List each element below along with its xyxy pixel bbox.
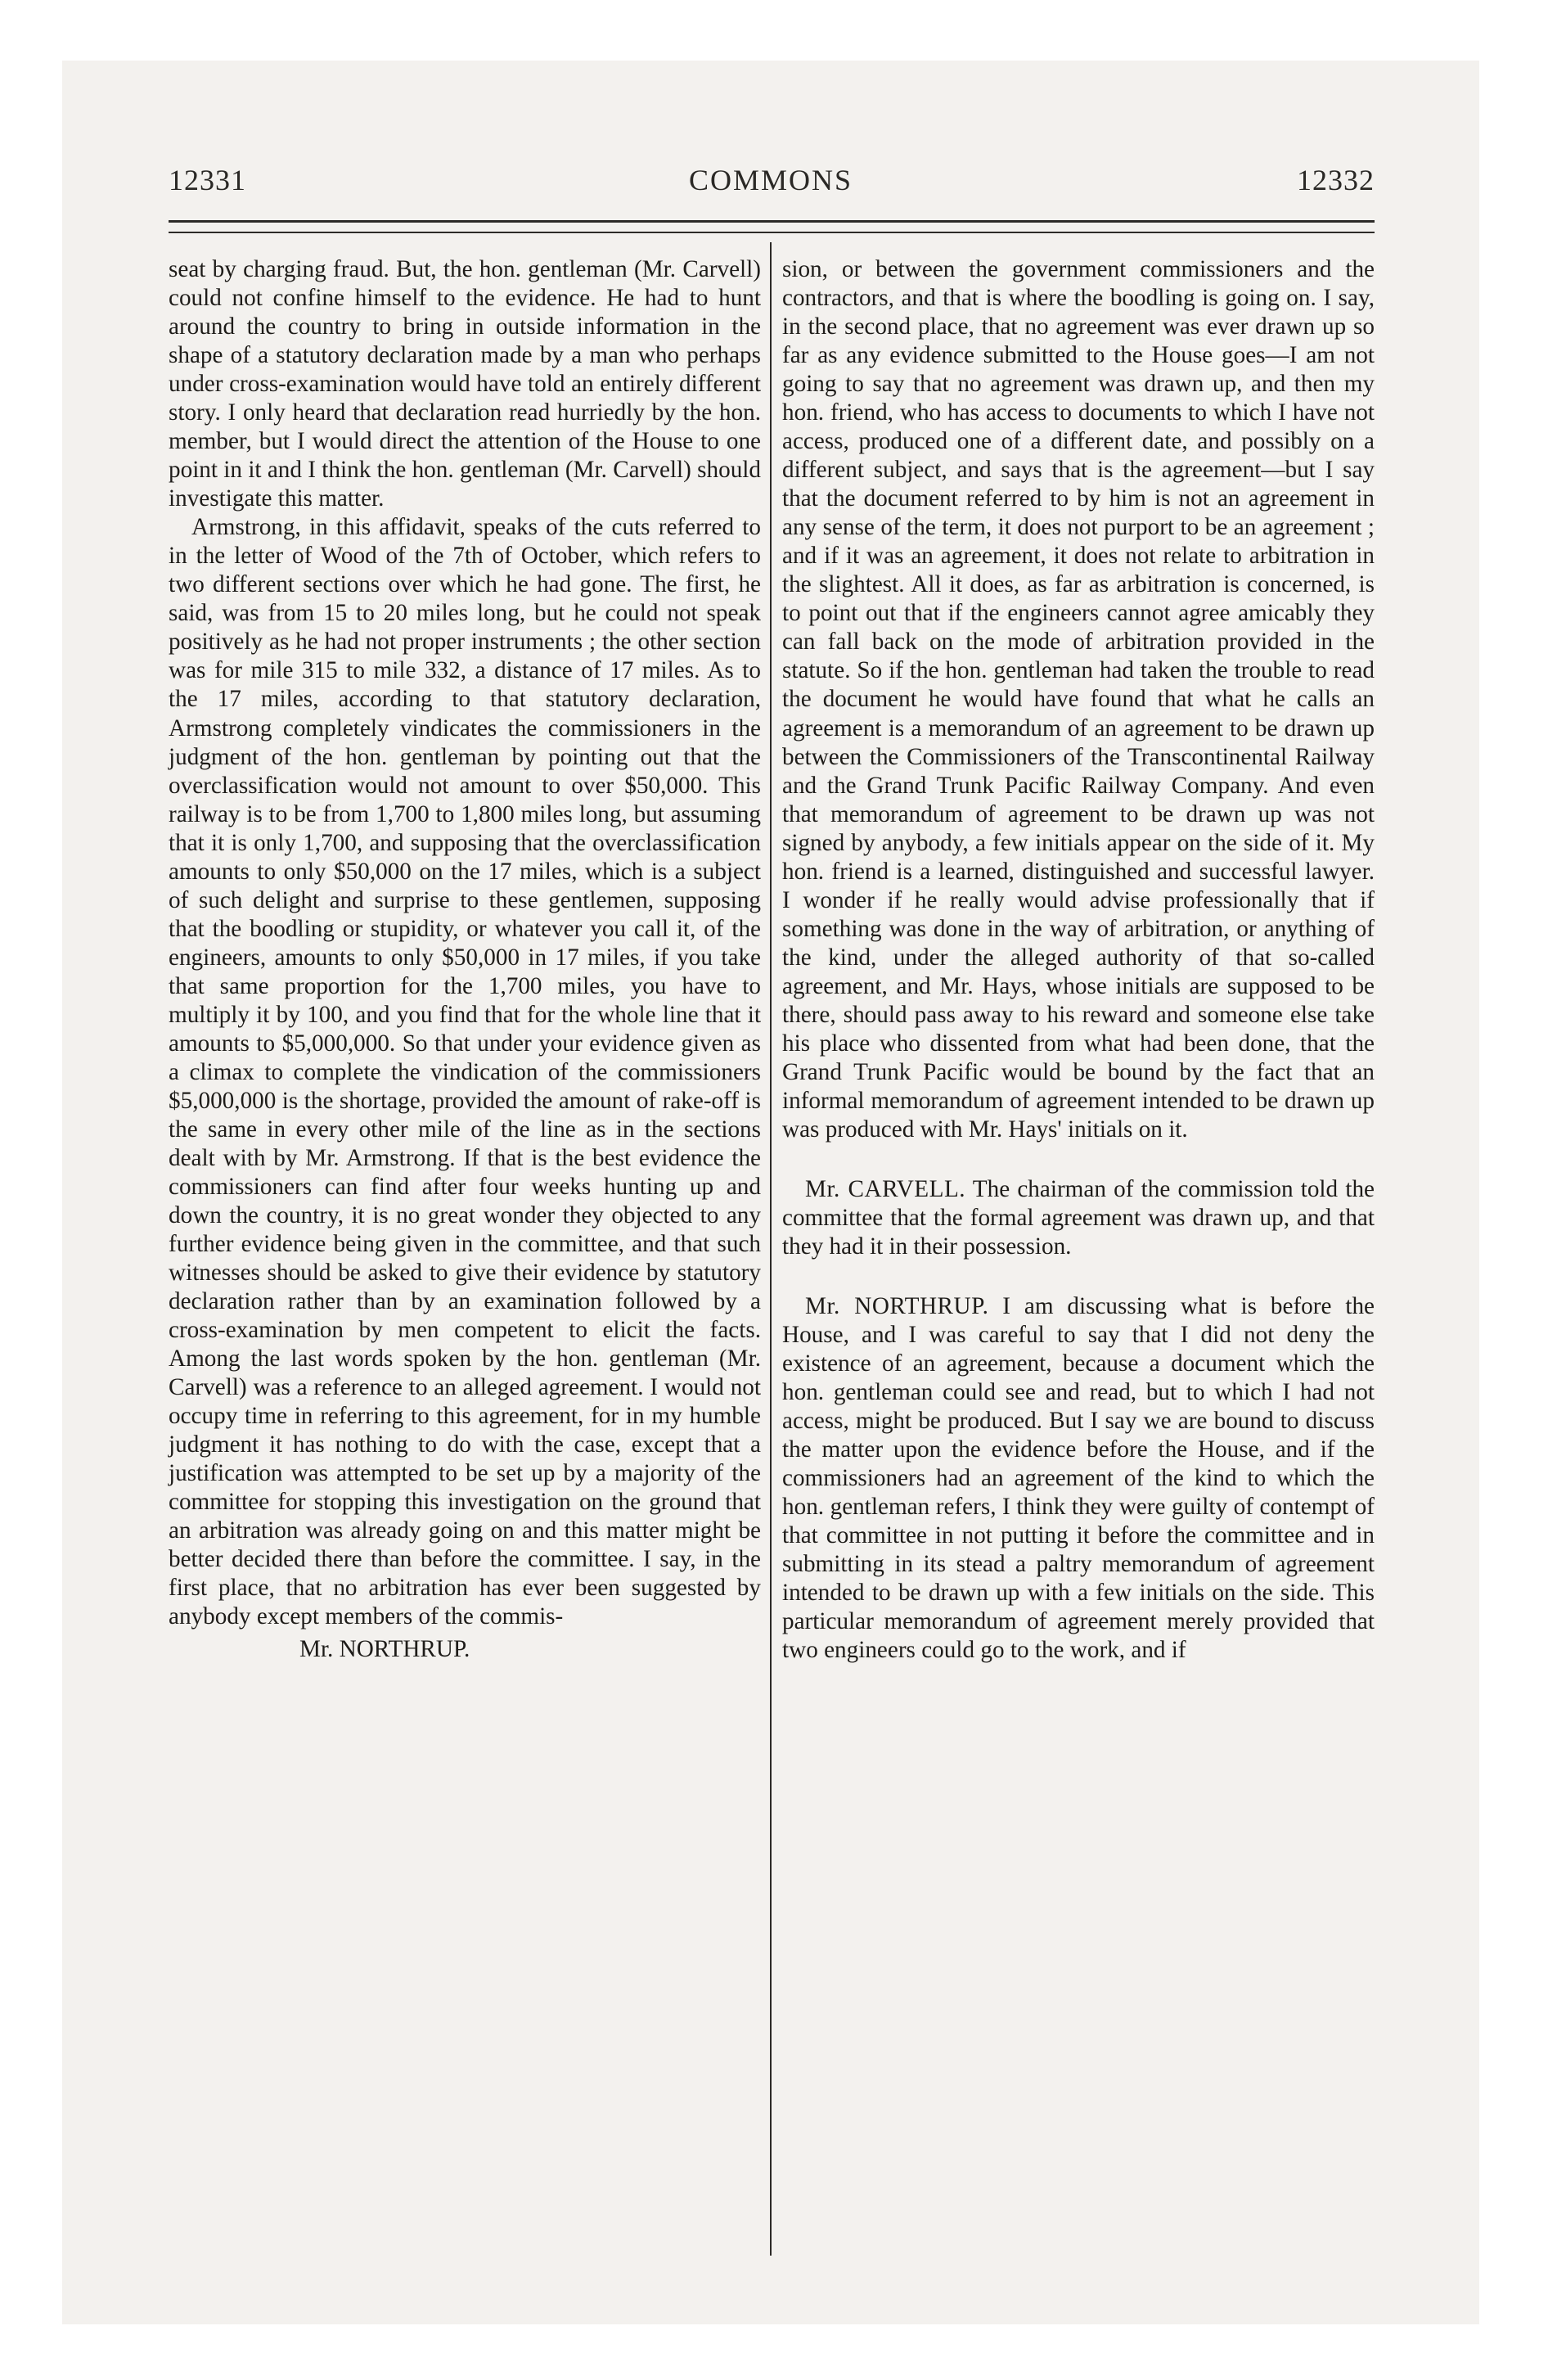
left-column (169, 255, 761, 1664)
running-title: COMMONS (688, 164, 853, 196)
paragraph: Armstrong, in this affidavit, speaks of the cuts referred to in the letter of Wood of the 7th of October, which refers to two different sections over which he had gone. The first, he said, was from 15 to 20 miles long, but he could not speak positively as he had not proper instruments ; the other section was for mile 315 to mile 332, a distance of 17 miles. As to the 17 miles, according to that statutory declaration, Armstrong completely vindicates the commissioners in the judgment of the hon. gentleman by pointing out that the overclassification would not amount to over $50,000. This railway is to be from 1,700 to 1,800 miles long, but assuming that it is only 1,700, and supposing that the overclassification amounts to only $50,000 on the 17 miles, which is a subject of such delight and surprise to these gentlemen, supposing that the boodling or stupidity, or whatever you call it, of the engineers, amounts to only $50,000 in 17 miles, if you take that same proportion for the 1,700 miles, you have to multiply it by 100, and you find that for the whole line that it amounts to $5,000,000. So that under your evidence given as a climax to complete the vindication of the commissioners $5,000,000 is the shortage, provided the amount of rake-off is the same in every other mile of the line as in the sections dealt with by Mr. Armstrong. If that is the best evidence the commissioners can find after four weeks hunting up and down the country, it is no great wonder they objected to any further evidence being given in the committee, and that such witnesses should be asked to give their evidence by statutory declaration rather than by an examination followed by a cross-examination by men competent to elicit the facts. Among the last words spoken by the hon. gentleman (Mr. Carvell) was a reference to an alleged agreement. I would not occupy time in referring to this agreement, for in my humble judgment it has nothing to do with the case, except that a justification was attempted to be set up by a majority of the committee for stopping this investigation on the ground that an arbitration was already going on and this matter might be better decided there than before the committee. I say, in the first place, that no arbitration has ever been suggested by anybody except members of the commis- (169, 514, 761, 1630)
speaker-name: Mr. NORTHRUP. (805, 1293, 989, 1320)
column-divider (770, 242, 772, 2256)
right-page-number: 12332 (1297, 164, 1375, 196)
left-page-number: 12331 (169, 164, 246, 196)
speech-northrup (782, 1292, 1375, 1665)
paragraph: seat by charging fraud. But, the hon. gentleman (Mr. Carvell) could not confine himself to the evidence. He had to hunt around the country to bring in outside information in the shape of a statutory declaration made by a man who perhaps under cross-examination would have told an entirely different story. I only heard that declaration read hurriedly by the hon. member, but I would direct the attention of the House to one point in it and I think the hon. gentleman (Mr. Carvell) should investigate this matter. (169, 256, 761, 512)
header-rule-thick (169, 220, 1375, 223)
header-rule-thin (169, 232, 1375, 233)
page (62, 61, 1479, 2324)
speech-text: I am discussing what is before the House, and I was careful to say that I did not deny the existence of an agreement, because a document which the hon. gentleman could see and read, but to which I had not access, might be produced. But I say we are bound to discuss the matter upon the evidence before the House, and if the commissioners had an agreement of the kind to which the hon. gentleman refers, I think they were guilty of contempt of that committee in not putting it before the committee and in submitting in its stead a paltry memorandum of agreement intended to be drawn up with a few initials on the side. This particular memorandum of agreement merely provided that two engineers could go to the work, and if (782, 1293, 1375, 1664)
speech-carvell (782, 1175, 1375, 1261)
speaker-name: Mr. CARVELL. (805, 1175, 966, 1202)
paragraph: sion, or between the government commissioners and the contractors, and that is where the boodling is going on. I say, in the second place, that no agreement was ever drawn up so far as any evidence submitted to the House goes—I am not going to say that no agreement was drawn up, and then my hon. friend, who has access to documents to which I have not access, produced one of a different date, and possibly on a different subject, and says that is the agreement—but I say that the document referred to by him is not an agreement in any sense of the term, it does not purport to be an agreement ; and if it was an agreement, it does not relate to arbitration in the slightest. All it does, as far as arbitration is concerned, is to point out that if the engineers cannot agree amicably they can fall back on the mode of arbitration provided in the statute. So if the hon. gentleman had taken the trouble to read the document he would have found that what he calls an agreement is a memorandum of an agreement to be drawn up between the Commissioners of the Transcontinental Railway and the Grand Trunk Pacific Railway Company. And even that memorandum of agreement to be drawn up was not signed by anybody, a few initials appear on the side of it. My hon. friend is a learned, distinguished and successful lawyer. I wonder if he really would advise professionally that if something was done in the way of arbitration, or anything of the kind, under the alleged authority of that so-called agreement, and Mr. Hays, whose initials are supposed to be there, should pass away to his reward and someone else take his place who dissented from what had been done, that the Grand Trunk Pacific would be bound by the fact that an informal memorandum of agreement intended to be drawn up was produced with Mr. Hays' initials on it. (782, 256, 1375, 1143)
right-column (782, 255, 1375, 1665)
catchword: Mr. NORTHRUP. (299, 1635, 470, 1662)
speech-text: The chairman of the commission told the committee that the formal agreement was drawn up, and that they had it in their possession. (782, 1175, 1375, 1260)
